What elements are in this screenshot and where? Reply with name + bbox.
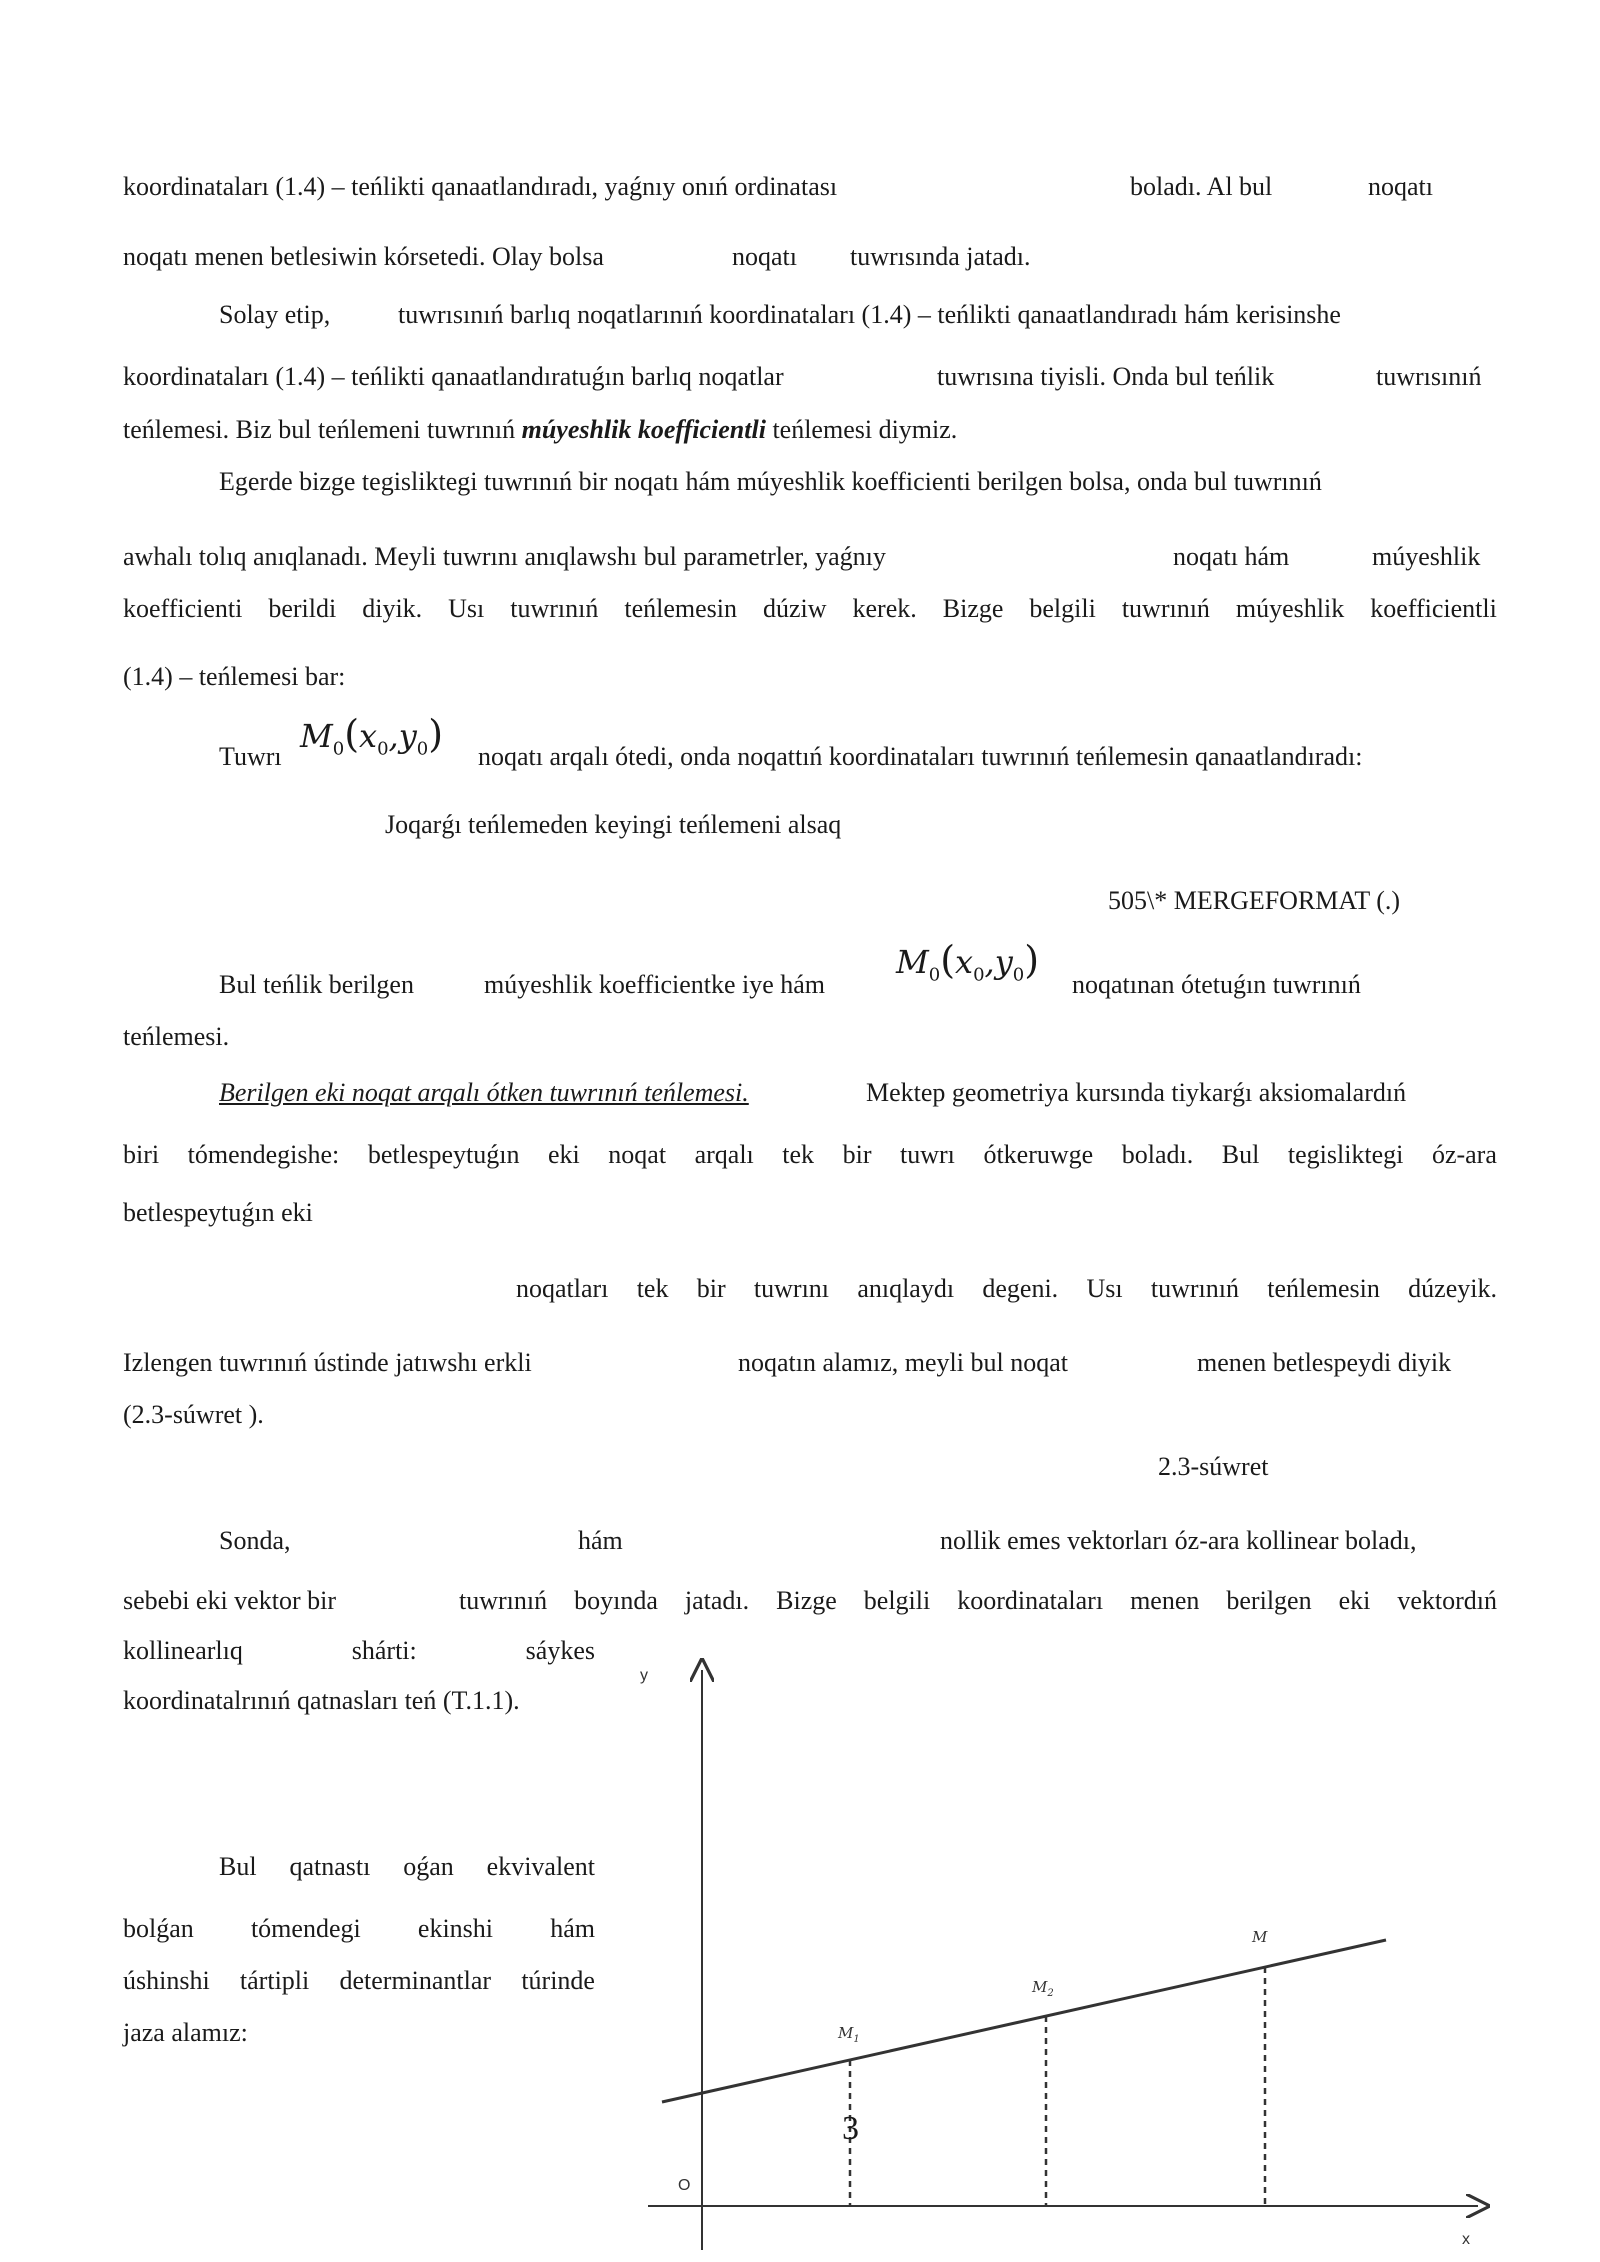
- line-19-end: menen betlespeydi diyik: [1197, 1348, 1452, 1377]
- point-m0-formula-2: $M_0(x_0,y_0)$: [896, 938, 1040, 986]
- line-7-mid: noqatı hám: [1173, 542, 1290, 571]
- line-4-end: tuwrısınıń: [1376, 362, 1482, 391]
- word: dúziw: [762, 594, 827, 623]
- line-1-end: noqatı: [1368, 172, 1433, 201]
- line-1-mid: boladı. Al bul: [1130, 172, 1273, 201]
- word: tuwrınıń: [510, 594, 599, 623]
- word: noqatları: [516, 1274, 609, 1303]
- line-5-end: teńlemesi diymiz.: [772, 415, 958, 444]
- word: berilgen: [1226, 1586, 1312, 1615]
- word: úshinshi: [123, 1966, 210, 1995]
- word: Bul: [219, 1852, 257, 1881]
- word: oǵan: [403, 1852, 454, 1881]
- line-3-end: tuwrısınıń barlıq noqatlarınıń koordinataları (1.4) – teńlikti qanaatlandıradı hám kerisinshe: [398, 300, 1341, 329]
- word: Bizge: [942, 594, 1004, 623]
- line-17: betlespeytuǵın eki: [123, 1198, 313, 1227]
- word: dúzeyik.: [1408, 1274, 1497, 1303]
- line-23-start: sebebi eki vektor bir: [123, 1586, 336, 1615]
- point-m1-label: $M_1$: [838, 2024, 860, 2045]
- word: biri: [123, 1140, 160, 1169]
- line-1-start: koordinataları (1.4) – teńlikti qanaatlandıradı, yaǵnıy onıń ordinatası: [123, 172, 838, 201]
- word: tuwrınıń: [1121, 594, 1210, 623]
- word: múyeshlik: [1235, 594, 1345, 623]
- line-6: Egerde bizge tegisliktegi tuwrınıń bir noqatı hám múyeshlik koefficienti berilgen bolsa, onda bul tuwrınıń: [219, 467, 1322, 496]
- word: berildi: [268, 594, 337, 623]
- origin-label: O: [678, 2177, 691, 2194]
- line-2-mid: noqatı: [732, 242, 797, 271]
- word: tek: [636, 1274, 669, 1303]
- word: Bizge: [776, 1586, 837, 1615]
- line-7-end: múyeshlik: [1372, 542, 1481, 571]
- line-8: [123, 592, 1497, 626]
- word: noqat: [608, 1140, 667, 1169]
- line-26: [219, 1850, 595, 1884]
- line-18: [516, 1272, 1497, 1306]
- word: eki: [547, 1140, 580, 1169]
- word: tegisliktegi: [1287, 1140, 1404, 1169]
- figure-caption: 2.3-súwret: [1158, 1452, 1269, 1481]
- line-19-mid: noqatın alamız, meyli bul noqat: [738, 1348, 1068, 1377]
- word: tuwrı: [900, 1140, 955, 1169]
- line-16: [123, 1138, 1497, 1172]
- word: Bul: [1221, 1140, 1260, 1169]
- line-19-start: Izlengen tuwrınıń ústinde jatıwshı erkli: [123, 1348, 532, 1377]
- line-2-start: noqatı menen betlesiwin kórsetedi. Olay bolsa: [123, 242, 604, 271]
- line-29: jaza alamız:: [123, 2018, 248, 2047]
- word: ekinshi: [417, 1914, 494, 1943]
- word: arqalı: [694, 1140, 754, 1169]
- word: boladı.: [1121, 1140, 1194, 1169]
- word: koefficienti: [123, 594, 243, 623]
- word: diyik.: [362, 594, 423, 623]
- line-15-end: Mektep geometriya kursında tiykarǵı aksiomalardıń: [866, 1078, 1407, 1107]
- word: tártipli: [239, 1966, 310, 1995]
- line-22-end: nollik emes vektorları óz-ara kollinear boladı,: [940, 1526, 1417, 1555]
- word: tuwrınıń: [459, 1586, 548, 1615]
- line-20: (2.3-súwret ).: [123, 1400, 264, 1429]
- word: bolǵan: [123, 1914, 194, 1943]
- word: kerek.: [852, 594, 917, 623]
- word: hám: [550, 1914, 595, 1943]
- word: boyında: [574, 1586, 658, 1615]
- word: shárti:: [351, 1636, 417, 1665]
- word: tuwrınıń: [1150, 1274, 1239, 1303]
- word: bir: [696, 1274, 726, 1303]
- word: qatnastı: [289, 1852, 371, 1881]
- word: túrinde: [521, 1966, 595, 1995]
- word: Usı: [1086, 1274, 1123, 1303]
- point-m-label: M: [1252, 1928, 1268, 1946]
- word: degeni.: [982, 1274, 1059, 1303]
- line-25: koordinatalrınıń qatnasları teń (T.1.1).: [123, 1686, 520, 1715]
- word: tek: [782, 1140, 815, 1169]
- line-10-start: Tuwrı: [219, 742, 282, 771]
- word: betlespeytuǵın: [367, 1140, 520, 1169]
- word: determinantlar: [339, 1966, 492, 1995]
- word: ótkeruwge: [983, 1140, 1094, 1169]
- line-22-start: Sonda,: [219, 1526, 291, 1555]
- line-14: teńlemesi.: [123, 1022, 230, 1051]
- emphasis-term: múyeshlik koefficientli: [521, 415, 766, 444]
- line-23-end: [459, 1584, 1497, 1618]
- line-13-end: noqatınan ótetuǵın tuwrınıń: [1072, 970, 1361, 999]
- word: vektordıń: [1397, 1586, 1497, 1615]
- line-3-start: Solay etip,: [219, 300, 331, 329]
- line-9: (1.4) – teńlemesi bar:: [123, 662, 346, 691]
- word: belgili: [1029, 594, 1096, 623]
- straight-line: [662, 1940, 1386, 2102]
- line-5: [123, 413, 957, 447]
- word: Usı: [448, 594, 485, 623]
- mergeformat-field: 505\* MERGEFORMAT (.): [1108, 886, 1401, 915]
- line-5-start: teńlemesi. Biz bul teńlemeni tuwrınıń: [123, 415, 516, 444]
- line-10-end: noqatı arqalı ótedi, onda noqattıń koordinataları tuwrınıń teńlemesin qanaatlandıradı:: [478, 742, 1363, 771]
- word: koordinataları: [957, 1586, 1104, 1615]
- x-axis-label: x: [1462, 2231, 1470, 2248]
- word: eki: [1338, 1586, 1371, 1615]
- line-13-mid: múyeshlik koefficientke iye hám: [484, 970, 826, 999]
- word: menen: [1130, 1586, 1200, 1615]
- line-2-end: tuwrısında jatadı.: [850, 242, 1031, 271]
- line-24: [123, 1634, 595, 1668]
- word: bir: [842, 1140, 872, 1169]
- line-11: Joqarǵı teńlemeden keyingi teńlemeni alsaq: [385, 810, 842, 839]
- line-4-start: koordinataları (1.4) – teńlikti qanaatlandıratuǵın barlıq noqatlar: [123, 362, 784, 391]
- word: jatadı.: [684, 1586, 750, 1615]
- line-27: [123, 1912, 595, 1946]
- word: tómendegi: [250, 1914, 361, 1943]
- word: tuwrını: [753, 1274, 830, 1303]
- word: tómendegishe:: [187, 1140, 340, 1169]
- point-m2-label: $M_2$: [1032, 1978, 1054, 1999]
- word: sáykes: [525, 1636, 595, 1665]
- word: belgili: [863, 1586, 931, 1615]
- page-number: 3: [842, 2110, 859, 2147]
- word: óz-ara: [1431, 1140, 1497, 1169]
- line-4-mid: tuwrısına tiyisli. Onda bul teńlik: [937, 362, 1275, 391]
- word: anıqlaydı: [857, 1274, 955, 1303]
- word: ekvivalent: [486, 1852, 595, 1881]
- word: teńlemesin: [624, 594, 737, 623]
- word: kollinearlıq: [123, 1636, 243, 1665]
- word: koefficientli: [1370, 594, 1497, 623]
- y-axis-label: y: [640, 1667, 648, 1684]
- word: teńlemesin: [1267, 1274, 1380, 1303]
- line-28: [123, 1964, 595, 1998]
- line-22-mid: hám: [578, 1526, 623, 1555]
- point-m0-formula: $M_0(x_0,y_0)$: [300, 712, 444, 760]
- line-through-two-points-figure: [640, 1640, 1500, 2262]
- line-7-start: awhalı tolıq anıqlanadı. Meyli tuwrını anıqlawshı bul parametrler, yaǵnıy: [123, 542, 886, 571]
- line-13-start: Bul teńlik berilgen: [219, 970, 414, 999]
- section-heading: Berilgen eki noqat arqalı ótken tuwrınıń teńlemesi.: [219, 1078, 749, 1107]
